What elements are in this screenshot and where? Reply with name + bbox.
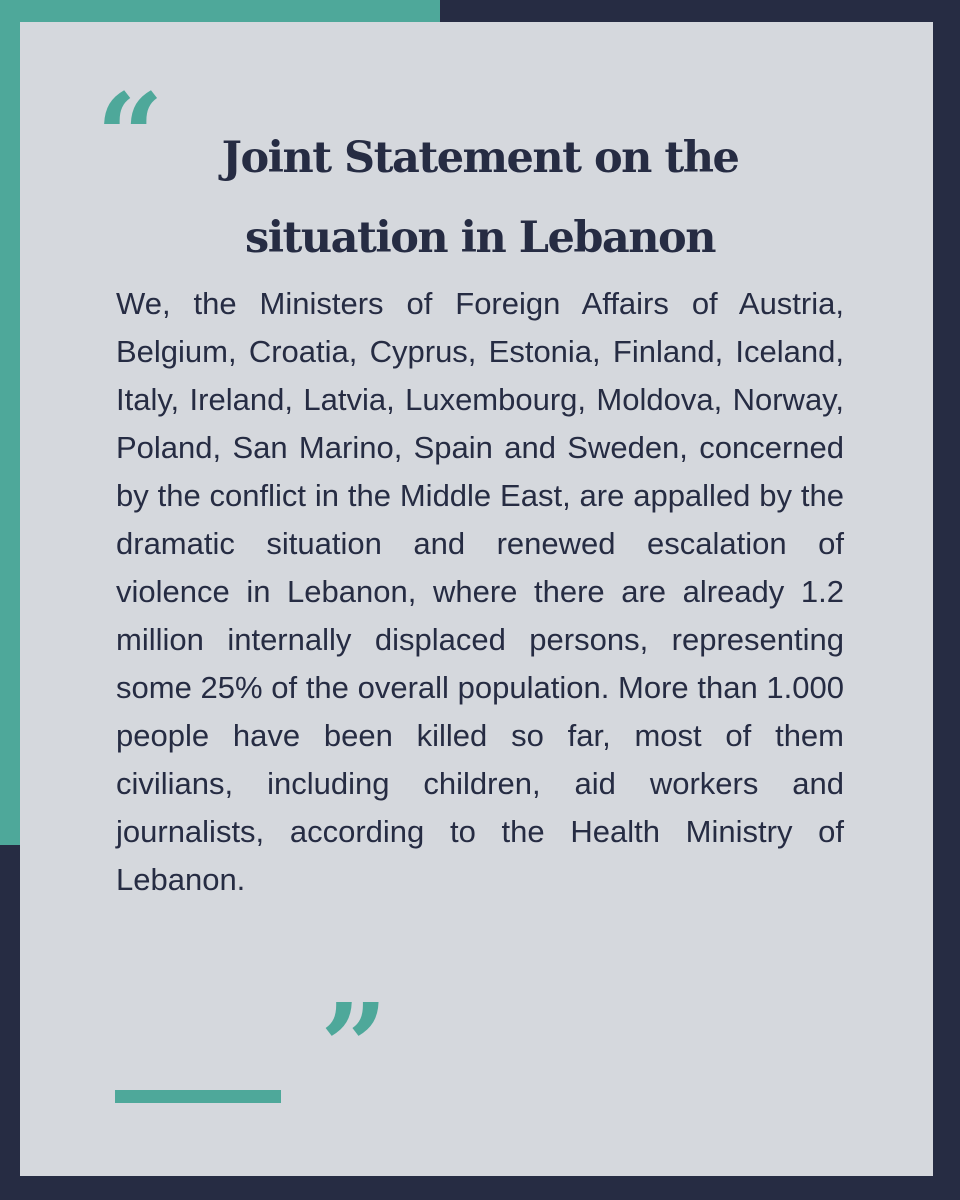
statement-title: Joint Statement on the situation in Lebanon	[221, 133, 739, 263]
close-quote-icon: ”	[320, 977, 388, 1116]
statement-body: We, the Ministers of Foreign Affairs of Austria, Belgium, Croatia, Cyprus, Estonia, Finland, Iceland, Italy, Ireland, Latvia, Luxembourg, Moldova, Norway, Poland, San Marino, Spain and Sweden, concerned by the conflict in the Middle East, are appalled by the dramatic situation and renewed escalation of violence in Lebanon, where there are already 1.2 million internally displaced persons, representing some 25% of the overall population. More than 1.000 people have been killed so far, most of them civilians, including children, aid workers and journalists, according to the Health Ministry of Lebanon.	[116, 286, 844, 897]
accent-underline-bar	[115, 1090, 281, 1103]
statement-card	[20, 22, 933, 1176]
open-quote-icon: “	[96, 67, 164, 206]
